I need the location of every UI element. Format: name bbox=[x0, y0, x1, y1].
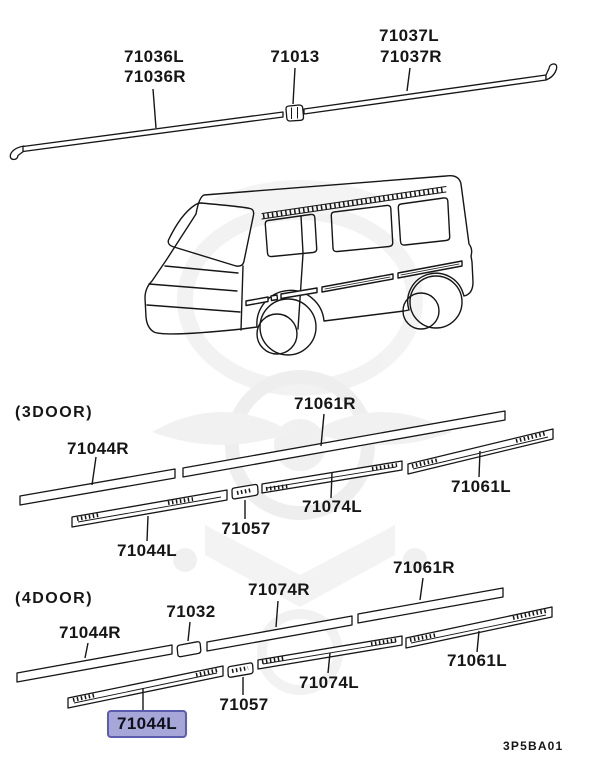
part-label-71036l[interactable]: 71036L bbox=[123, 47, 185, 66]
section-title-3door: (3DOOR) bbox=[15, 404, 94, 421]
clip-71013 bbox=[286, 105, 304, 121]
part-label-3door-71057[interactable]: 71057 bbox=[221, 519, 271, 538]
part-label-3door-71074l[interactable]: 71074L bbox=[301, 497, 363, 516]
part-label-4door-71044r[interactable]: 71044R bbox=[59, 623, 121, 642]
top-molding-strip bbox=[10, 64, 556, 160]
part-label-4door-71061r[interactable]: 71061R bbox=[393, 558, 455, 577]
part-label-71037r[interactable]: 71037R bbox=[380, 47, 442, 66]
part-label-71036r[interactable]: 71036R bbox=[124, 67, 186, 86]
part-label-4door-71044l-highlighted[interactable]: 71044L bbox=[107, 710, 187, 738]
clip-71032 bbox=[177, 642, 201, 657]
part-label-4door-71032[interactable]: 71032 bbox=[166, 602, 216, 621]
part-label-4door-71061l[interactable]: 71061L bbox=[446, 651, 508, 670]
section-title-4door: (4DOOR) bbox=[15, 590, 94, 607]
part-label-4door-71074r[interactable]: 71074R bbox=[248, 580, 310, 599]
part-label-3door-71061l[interactable]: 71061L bbox=[450, 477, 512, 496]
part-label-3door-71044r[interactable]: 71044R bbox=[67, 439, 129, 458]
drawing-code: 3P5BA01 bbox=[503, 739, 564, 753]
part-label-4door-71074l[interactable]: 71074L bbox=[298, 673, 360, 692]
part-label-71037l[interactable]: 71037L bbox=[378, 26, 440, 45]
part-label-4door-71057[interactable]: 71057 bbox=[219, 695, 269, 714]
part-label-3door-71044l[interactable]: 71044L bbox=[116, 541, 178, 560]
part-label-3door-71061r[interactable]: 71061R bbox=[294, 394, 356, 413]
part-label-71013[interactable]: 71013 bbox=[270, 47, 320, 66]
